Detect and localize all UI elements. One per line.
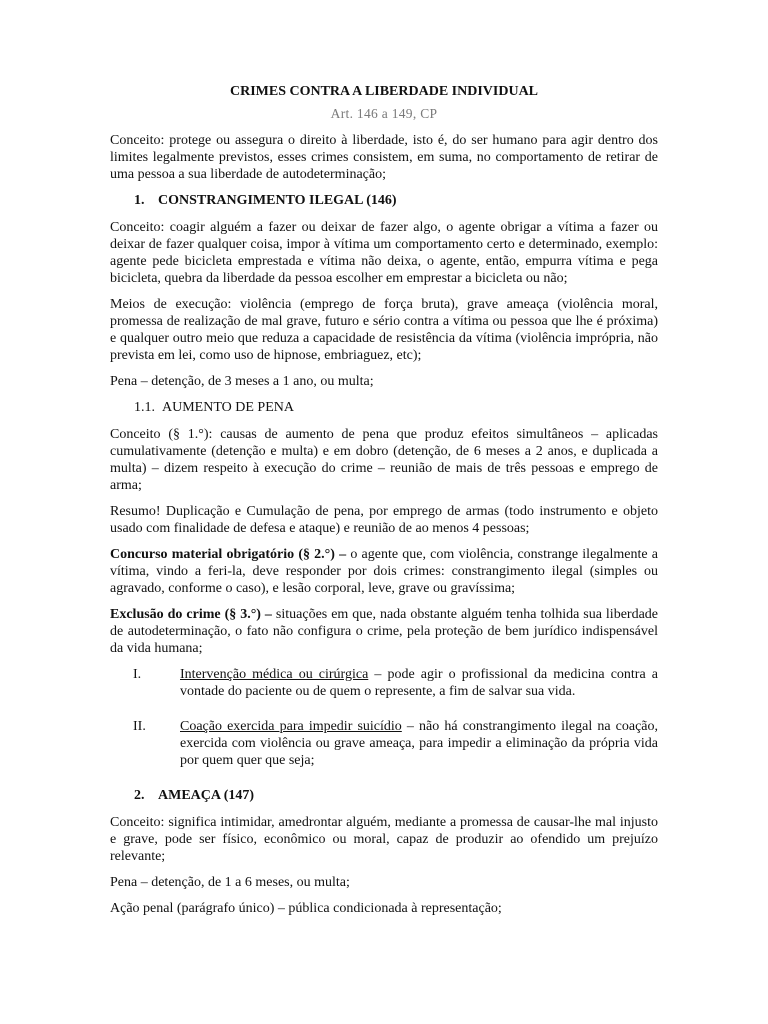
list-item — [110, 718, 658, 769]
list-item-text — [180, 718, 658, 769]
section-1-number: 1. — [134, 193, 145, 208]
list-item-marker: I. — [133, 667, 142, 682]
document-subtitle: Art. 146 a 149, CP — [330, 106, 438, 121]
subsection-1-1-heading — [134, 399, 658, 416]
section-2-acao: Ação penal (parágrafo único) – pública condicionada à representação; — [110, 901, 502, 916]
section-2-title: AMEAÇA (147) — [158, 788, 255, 803]
list-item — [110, 666, 658, 700]
section-1-conceito: Conceito: coagir alguém a fazer ou deixar de fazer algo, o agente obrigar a vítima a fazer ou deixar de fazer qualquer coisa, impor à vítima um comportamento certo e determinado, exemplo: agente pede bicicleta emprestada e vítima não deixa, o agente, então, empurra vítima e pega bicicleta, quebra da liberdade da pessoa escolher em emprestar a bicicleta ou não; — [110, 220, 658, 286]
list-item-marker: II. — [133, 719, 146, 734]
section-1-pena: Pena – detenção, de 3 meses a 1 ano, ou multa; — [110, 374, 374, 389]
section-2-heading — [134, 787, 658, 804]
intro-paragraph: Conceito: protege ou assegura o direito à liberdade, isto é, do ser humano para agir dentro dos limites legalmente previstos, esses crimes consistem, em suma, no comportamento de retirar de uma pessoa a sua liberdade de autodeterminação; — [110, 133, 658, 182]
section-2-pena: Pena – detenção, de 1 a 6 meses, ou multa; — [110, 875, 350, 890]
list-item-description: – pode agir o profissional da medicina contra a vontade do paciente ou de quem o represente, a fim de salvar sua vida. — [180, 667, 659, 699]
list-item-term: Coação exercida para impedir suicídio — [180, 719, 402, 734]
concurso-label: Concurso material obrigatório (§ 2.°) – — [110, 547, 347, 562]
concurso-text: o agente que, com violência, constrange ilegalmente a vítima, vindo a feri-la, deve responder por dois crimes: constrangimento ilegal (simples ou agravado, conforme o caso), e lesão corporal, leve, grave ou gravíssima; — [110, 547, 658, 596]
section-2-number: 2. — [134, 788, 145, 803]
list-item-description: – não há constrangimento ilegal na coação, exercida com violência ou grave ameaça, para impedir a eliminação da própria vida por quem quer que seja; — [180, 719, 659, 768]
exclusao-label: Exclusão do crime (§ 3.°) – — [110, 607, 272, 622]
resumo-paragraph: Resumo! Duplicação e Cumulação de pena, por emprego de armas (todo instrumento e objeto usado com finalidade de defesa e ataque) e reunião de ao menos 4 pessoas; — [110, 504, 658, 536]
exclusao-paragraph — [110, 606, 658, 657]
document-title: CRIMES CONTRA A LIBERDADE INDIVIDUAL — [229, 84, 539, 99]
aumento-paragraph: Conceito (§ 1.°): causas de aumento de pena que produz efeitos simultâneos – aplicadas cumulativamente (detenção e multa) e em dobro (detenção, de 6 meses a 2 anos, e duplicada a multa) – dizem respeito à execução do crime – reunião de mais de três pessoas e emprego de arma; — [110, 427, 658, 493]
section-1-heading — [134, 192, 658, 209]
section-2-conceito: Conceito: significa intimidar, amedrontar alguém, mediante a promessa de causar-lhe mal injusto e grave, pode ser físico, econômico ou moral, capaz de produzir ao ofendido um prejuízo relevante; — [110, 815, 658, 864]
list-item-text — [180, 666, 658, 700]
document-body — [110, 84, 658, 926]
section-1-meios: Meios de execução: violência (emprego de força bruta), grave ameaça (violência moral, promessa de realização de mal grave, futuro e sério contra a vítima ou pessoa que lhe é próxima) e qualquer outro meio que reduza a capacidade de resistência da vítima (violência imprópria, não prevista em lei, como uso de hipnose, embriaguez, etc); — [110, 297, 658, 363]
list-item-term: Intervenção médica ou cirúrgica — [180, 667, 369, 682]
concurso-paragraph — [110, 546, 658, 597]
section-1-title: CONSTRANGIMENTO ILEGAL (146) — [158, 193, 397, 208]
subsection-1-1-number: 1.1. — [134, 400, 155, 415]
subsection-1-1-title: AUMENTO DE PENA — [162, 400, 294, 415]
exclusao-text: situações em que, nada obstante alguém tenha tolhida sua liberdade de autodeterminação, o fato não configura o crime, pela proteção de bem jurídico indispensável da vida humana; — [110, 607, 659, 656]
